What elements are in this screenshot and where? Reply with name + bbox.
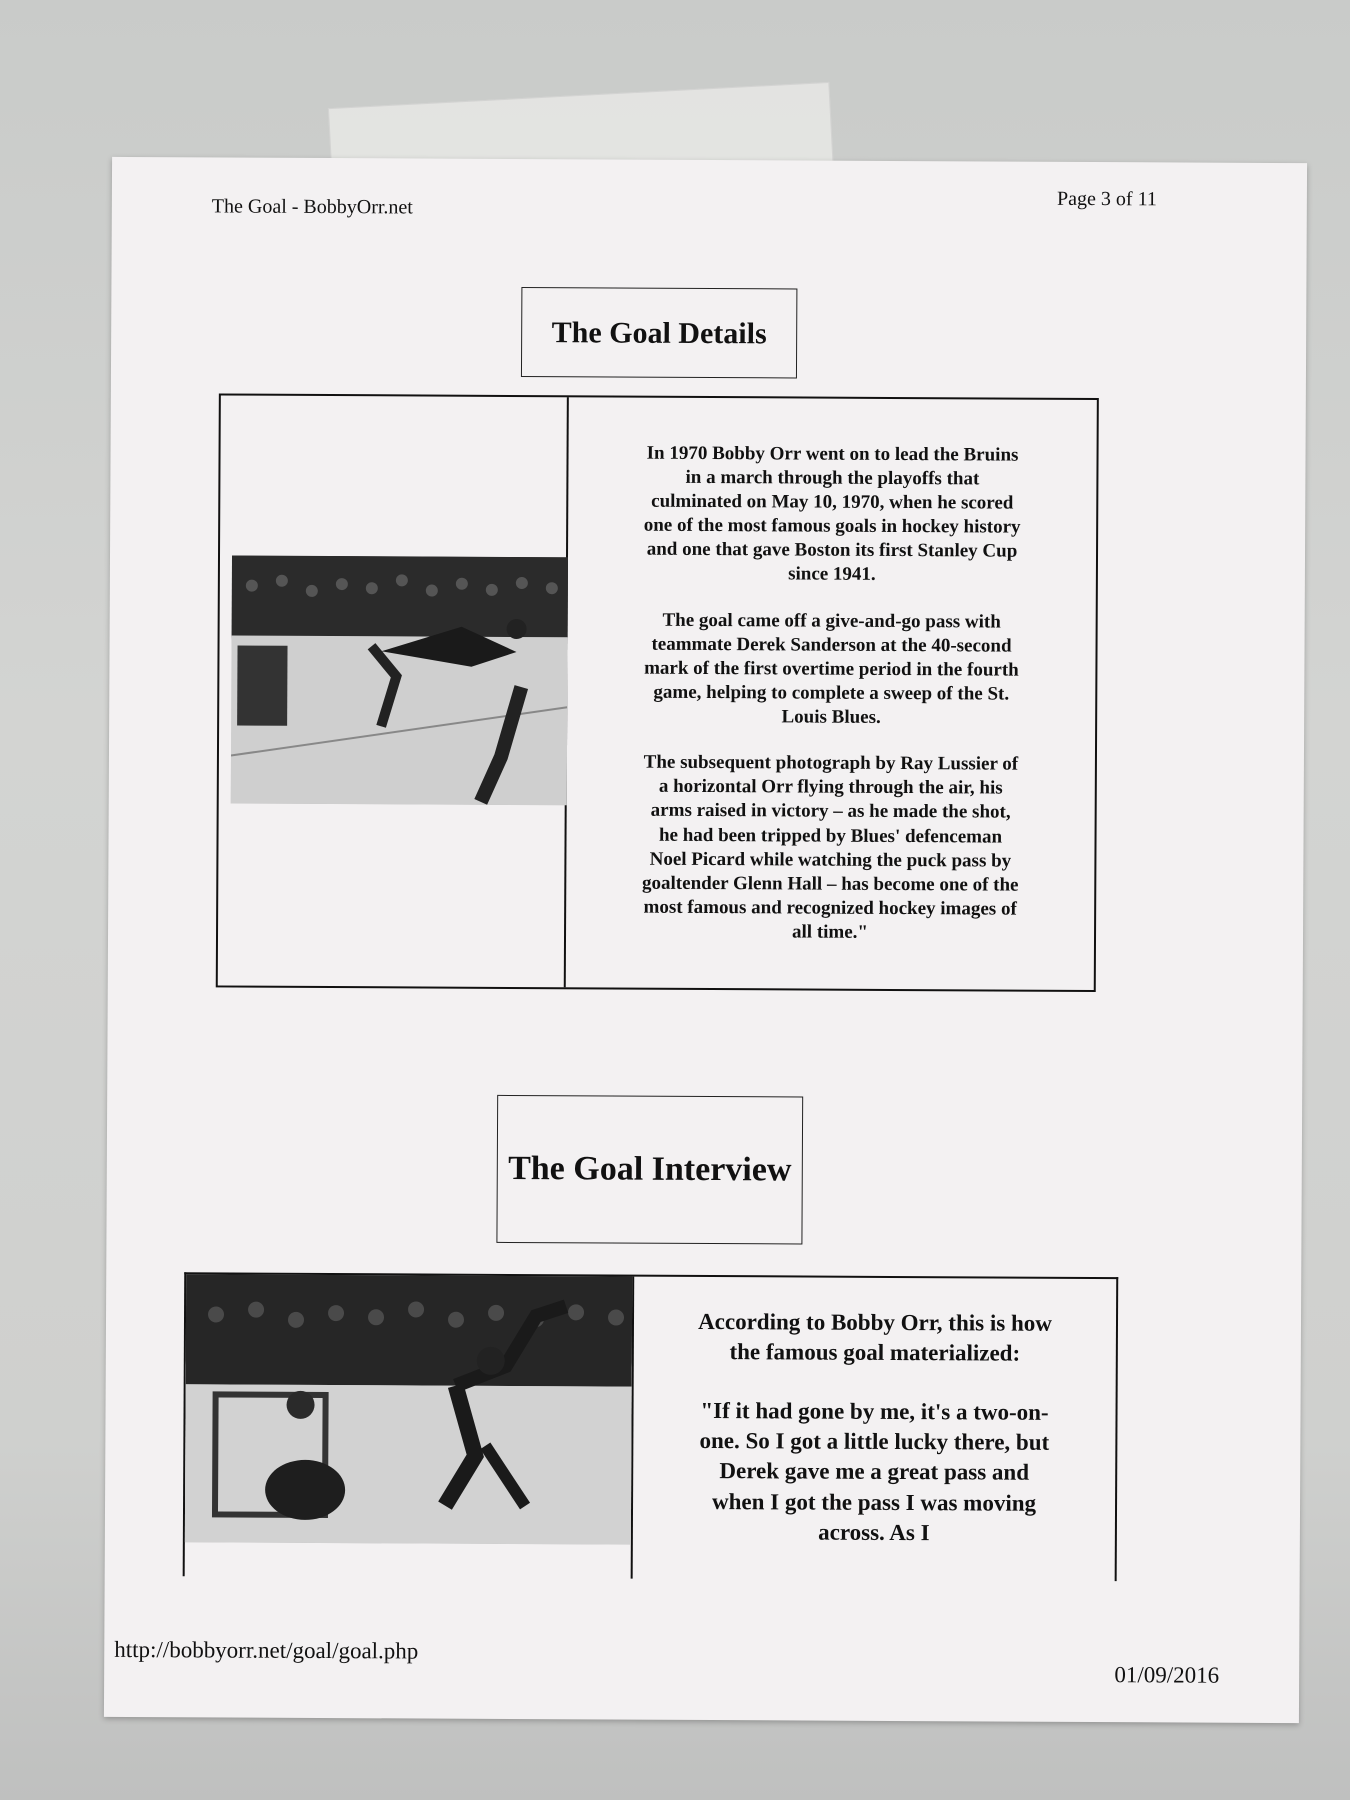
header-page-number: Page 3 of 11 xyxy=(1057,187,1157,211)
goal-details-paragraph-3: The subsequent photograph by Ray Lussier of a horizontal Orr flying through the air, his arms raised in victory – as he made the shot, he had been tripped by Blues' defenceman Noel Picard while watching the puck pass by goaltender Glenn Hall – has become one of the most famous and recognized hockey images of all time." xyxy=(642,751,1019,943)
orr-celebrating-photo xyxy=(185,1274,632,1544)
section-title-goal-interview: The Goal Interview xyxy=(496,1095,803,1245)
goal-details-paragraph-2: The goal came off a give-and-go pass with teammate Derek Sanderson at the 40-second mark of the first overtime period in the fourth game, helping to complete a sweep of the St. Louis Blues. xyxy=(644,609,1019,728)
orr-flying-photo xyxy=(231,556,568,806)
footer-date: 01/09/2016 xyxy=(1114,1662,1220,1688)
goal-interview-text-cell xyxy=(633,1277,1117,1582)
goal-interview-paragraph-1: According to Bobby Orr, this is how the famous goal materialized: xyxy=(698,1308,1052,1367)
goal-interview-paragraph-2: "If it had gone by me, it's a two-on-one. So I got a little lucky there, but Derek gave me a great pass and when I got the pass I was moving across. As I xyxy=(699,1397,1050,1546)
goal-details-image-cell xyxy=(218,395,569,987)
printed-page xyxy=(104,157,1307,1723)
goal-interview-table xyxy=(183,1272,1119,1581)
footer-url: http://bobbyorr.net/goal/goal.php xyxy=(114,1636,419,1664)
goal-details-paragraph-1: In 1970 Bobby Orr went on to lead the Bruins in a march through the playoffs that culminated on May 10, 1970, when he scored one of the most famous goals in hockey history and one that gave Boston its first Stanley Cup since 1941. xyxy=(643,442,1021,586)
header-site-title: The Goal - BobbyOrr.net xyxy=(211,195,413,219)
goal-details-text-cell xyxy=(566,397,1097,990)
section-title-goal-details: The Goal Details xyxy=(521,287,797,378)
goal-interview-image-cell xyxy=(185,1274,635,1578)
goal-details-table xyxy=(216,393,1099,992)
